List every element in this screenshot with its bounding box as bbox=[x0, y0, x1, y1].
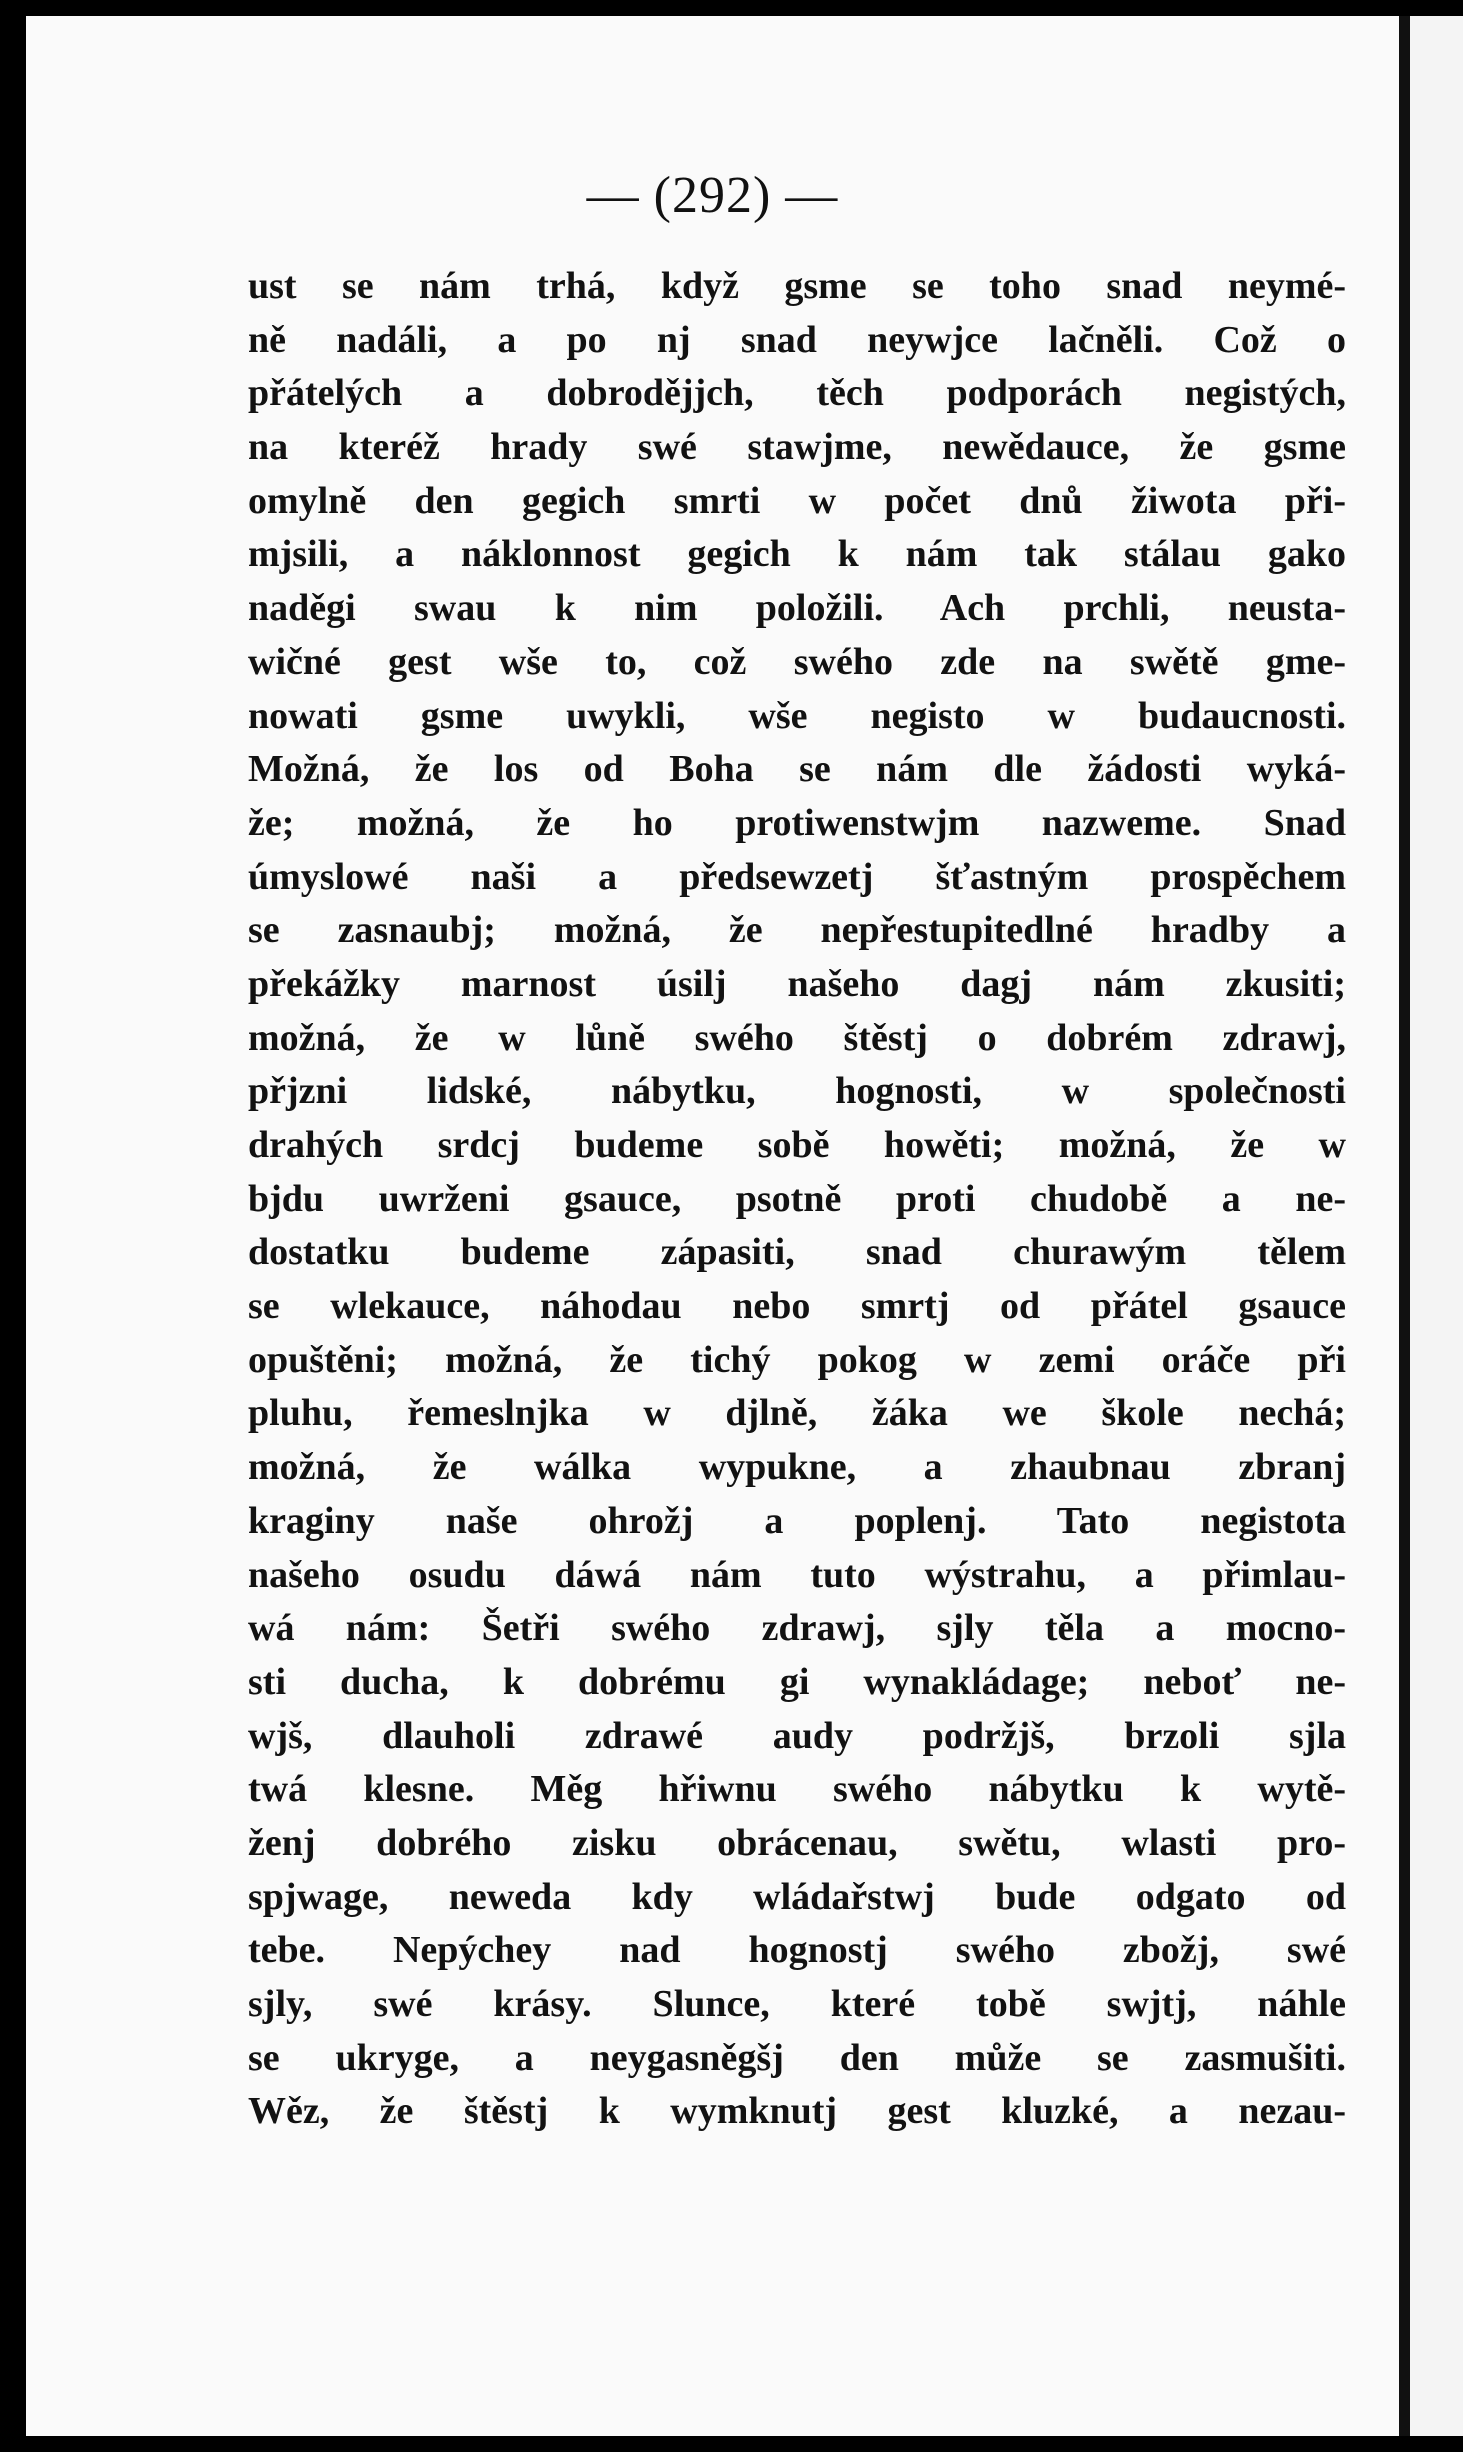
text-line: drahých srdcj budeme sobě howěti; možná, že w bbox=[248, 1124, 1346, 1166]
text-line: ust se nám trhá, když gsme se toho snad neymé- bbox=[248, 265, 1346, 307]
text-line: sti ducha, k dobrému gi wynakládage; neboť ne- bbox=[248, 1660, 1346, 1703]
text-line: dostatku budeme zápasiti, snad churawým tělem bbox=[248, 1231, 1346, 1274]
text-line: že; možná, že ho protiwenstwjm nazweme. Snad bbox=[248, 801, 1346, 844]
text-line: spjwage, neweda kdy wládařstwj bude odgato od bbox=[248, 1875, 1346, 1918]
book-gutter bbox=[1399, 16, 1410, 2436]
text-line: možná, že wálka wypukne, a zhaubnau zbranj bbox=[248, 1446, 1346, 1489]
text-line: na kteréž hrady swé stawjme, newědauce, že gsme bbox=[248, 426, 1346, 469]
text-line: Možná, že los od Boha se nám dle žádosti wyká- bbox=[248, 748, 1346, 791]
text-line: ně nadáli, a po nj snad neywjce lačněli. Což o bbox=[248, 318, 1346, 361]
text-line: bjdu uwrženi gsauce, psotně proti chudobě a ne- bbox=[248, 1177, 1346, 1220]
text-line: sjly, swé krásy. Slunce, které tobě swjtj, náhle bbox=[248, 1983, 1346, 2025]
text-line: Wěz, že štěstj k wymknutj gest kluzké, a nezau- bbox=[248, 2090, 1346, 2133]
text-line: překážky marnost úsilj našeho dagj nám zkusiti; bbox=[248, 962, 1346, 1005]
page-number-header: — (292) — bbox=[586, 167, 839, 224]
text-line: se wlekauce, náhodau nebo smrtj od přátel gsauce bbox=[248, 1285, 1346, 1328]
text-line: nowati gsme uwykli, wše negisto w budaucnosti. bbox=[248, 694, 1346, 737]
text-line: wičné gest wše to, což swého zde na swětě gme- bbox=[248, 640, 1346, 683]
book-page bbox=[26, 16, 1399, 2436]
text-line: přátelých a dobrodějjch, těch podporách negistých, bbox=[248, 372, 1346, 415]
text-line: přjzni lidské, nábytku, hognosti, w společnosti bbox=[248, 1070, 1346, 1113]
body-text bbox=[248, 260, 1346, 2139]
text-line: ženj dobrého zisku obrácenau, swětu, wlasti pro- bbox=[248, 1821, 1346, 1864]
text-line: wá nám: Šetři swého zdrawj, sjly těla a mocno- bbox=[248, 1607, 1346, 1650]
text-line: opuštěni; možná, že tichý pokog w zemi oráče při bbox=[248, 1338, 1346, 1381]
text-line: naděgi swau k nim položili. Ach prchli, neusta- bbox=[248, 587, 1346, 630]
text-line: twá klesne. Měg hřiwnu swého nábytku k wytě- bbox=[248, 1768, 1346, 1811]
text-line: se ukryge, a neygasněgšj den může se zasmušiti. bbox=[248, 2036, 1346, 2079]
text-line: kraginy naše ohrožj a poplenj. Tato negistota bbox=[248, 1499, 1346, 1542]
text-line: wjš, dlauholi zdrawé audy podržjš, brzoli sjla bbox=[248, 1714, 1346, 1757]
text-line: mjsili, a náklonnost gegich k nám tak stálau gako bbox=[248, 533, 1346, 576]
text-line: možná, že w lůně swého štěstj o dobrém zdrawj, bbox=[248, 1016, 1346, 1059]
text-line: omylně den gegich smrti w počet dnů žiwota při- bbox=[248, 479, 1346, 522]
text-line: úmyslowé naši a předsewzetj šťastným prospěchem bbox=[248, 855, 1346, 898]
text-line: tebe. Nepýchey nad hognostj swého zbožj, swé bbox=[248, 1929, 1346, 1972]
text-line: našeho osudu dáwá nám tuto wýstrahu, a přimlau- bbox=[248, 1553, 1346, 1596]
facing-page-edge bbox=[1410, 16, 1463, 2436]
text-line: pluhu, řemeslnjka w djlně, žáka we škole nechá; bbox=[248, 1392, 1346, 1435]
text-line: se zasnaubj; možná, že nepřestupitedlné hradby a bbox=[248, 909, 1346, 952]
